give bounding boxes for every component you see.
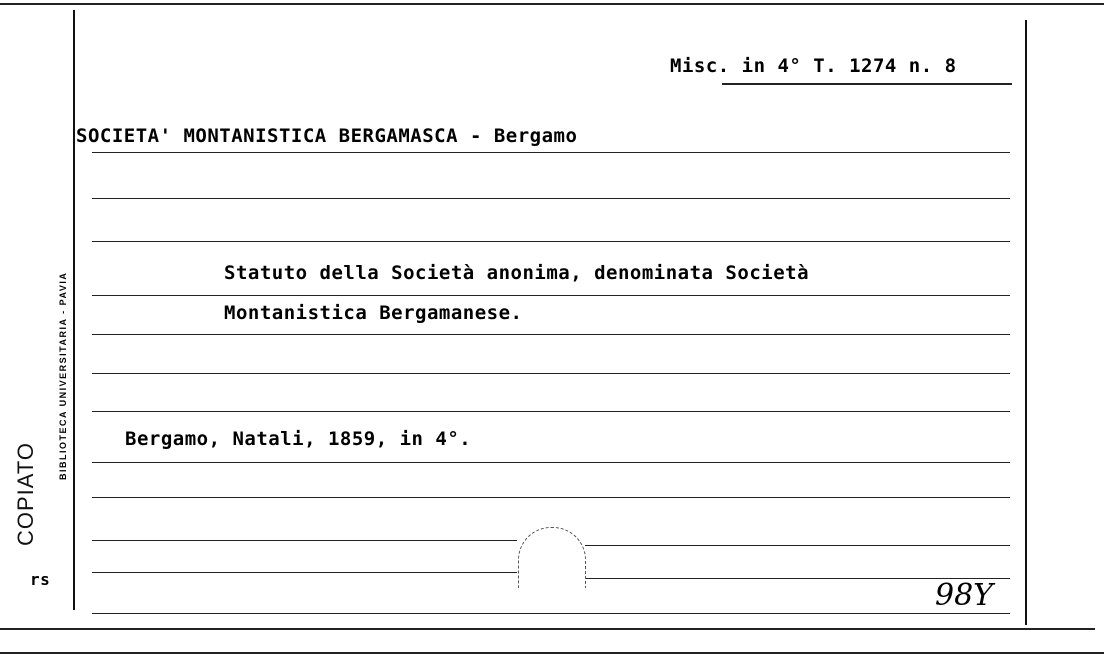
ruled-line — [92, 198, 1010, 199]
copied-stamp: COPIATO — [13, 442, 38, 546]
ruled-line — [92, 497, 1010, 498]
ruled-line — [92, 411, 1010, 412]
ruled-line — [92, 540, 517, 541]
library-stamp: BIBLIOTECA UNIVERSITARIA - PAVIA — [58, 271, 68, 480]
ruled-line — [92, 295, 1010, 296]
ruled-line — [92, 572, 517, 573]
initials: rs — [30, 570, 51, 589]
title-line-2: Montanistica Bergamanese. — [224, 302, 523, 324]
punch-hole — [518, 527, 586, 588]
ruled-line — [92, 462, 1010, 463]
heading: SOCIETA' MONTANISTICA BERGAMASCA - Bergamo — [76, 125, 578, 147]
title-line-1: Statuto della Società anonima, denominata Società — [224, 262, 810, 284]
handwritten-number: 98Y — [935, 578, 993, 613]
ruled-line — [92, 241, 1010, 242]
bottom-border — [0, 628, 1095, 630]
shelfmark: Misc. in 4° T. 1274 n. 8 — [670, 55, 957, 77]
top-border — [0, 3, 1104, 5]
ruled-line — [92, 334, 1010, 335]
imprint: Bergamo, Natali, 1859, in 4°. — [125, 428, 472, 450]
ruled-line — [92, 152, 1010, 153]
left-margin-line — [73, 10, 75, 610]
bottom-edge — [0, 652, 1104, 654]
right-margin-line — [1025, 20, 1027, 625]
ruled-line — [92, 373, 1010, 374]
shelfmark-underline — [722, 83, 1012, 85]
ruled-line — [92, 613, 1010, 614]
ruled-line — [585, 545, 1010, 546]
